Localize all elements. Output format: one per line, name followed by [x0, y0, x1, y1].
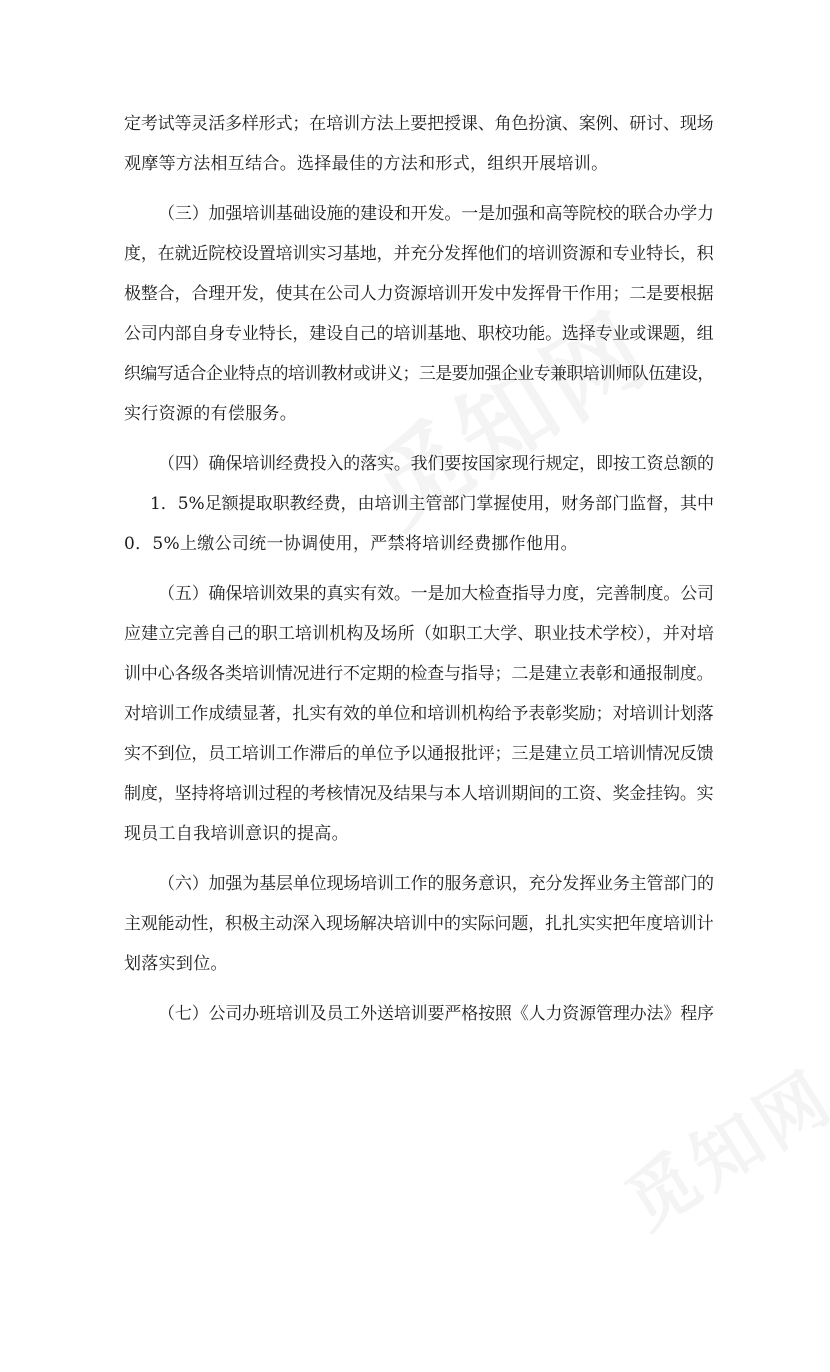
text-line: 0．5%上缴公司统一协调使用，严禁将培训经费挪作他用。: [124, 534, 578, 554]
text-line: 训中心各级各类培训情况进行不定期的检查与指导；二是建立表彰和通报制度。: [124, 664, 714, 684]
text-line: 公司内部自身专业特长，建设自己的培训基地、职校功能。选择专业或课题，组: [124, 324, 714, 344]
text-line: 实不到位，员工培训工作滞后的单位予以通报批评；三是建立员工培训情况反馈: [124, 744, 714, 764]
paragraph: [124, 104, 714, 184]
text-line: （六）加强为基层单位现场培训工作的服务意识，充分发挥业务主管部门的: [158, 874, 714, 894]
document-body: [124, 104, 714, 1034]
paragraph: [124, 994, 714, 1034]
text-line: 实行资源的有偿服务。: [124, 404, 297, 424]
text-line: （五）确保培训效果的真实有效。一是加大检查指导力度，完善制度。公司: [158, 584, 714, 604]
text-line: 主观能动性，积极主动深入现场解决培训中的实际问题，扎扎实实把年度培训计: [124, 914, 714, 934]
text-line: 观摩等方法相互结合。选择最佳的方法和形式，组织开展培训。: [124, 154, 609, 174]
text-line: （三）加强培训基础设施的建设和开发。一是加强和高等院校的联合办学力: [158, 204, 714, 224]
text-line: （七）公司办班培训及员工外送培训要严格按照《人力资源管理办法》程序: [158, 1004, 714, 1024]
text-line: 极整合，合理开发，使其在公司人力资源培训开发中发挥骨干作用；二是要根据: [124, 284, 714, 304]
paragraph: [124, 194, 714, 434]
text-line: 1．5%足额提取职教经费，由培训主管部门掌握使用，财务部门监督，其中: [150, 494, 714, 514]
text-line: 定考试等灵活多样形式；在培训方法上要把授课、角色扮演、案例、研讨、现场: [124, 114, 714, 134]
text-line: 对培训工作成绩显著，扎实有效的单位和培训机构给予表彰奖励；对培训计划落: [124, 704, 714, 724]
text-line: 划落实到位。: [124, 954, 228, 974]
text-line: 制度，坚持将培训过程的考核情况及结果与本人培训期间的工资、奖金挂钩。实: [124, 784, 714, 804]
text-line: （四）确保培训经费投入的落实。我们要按国家现行规定，即按工资总额的: [158, 454, 714, 474]
text-line: 现员工自我培训意识的提高。: [124, 824, 349, 844]
text-line: 织编写适合企业特点的培训教材或讲义；三是要加强企业专兼职培训师队伍建设，: [124, 364, 714, 384]
paragraph: [124, 574, 714, 854]
text-line: 度，在就近院校设置培训实习基地，并充分发挥他们的培训资源和专业特长，积: [124, 244, 714, 264]
paragraph: [124, 864, 714, 984]
text-line: 应建立完善自己的职工培训机构及场所（如职工大学、职业技术学校），并对培: [124, 624, 714, 644]
paragraph: [124, 444, 714, 564]
